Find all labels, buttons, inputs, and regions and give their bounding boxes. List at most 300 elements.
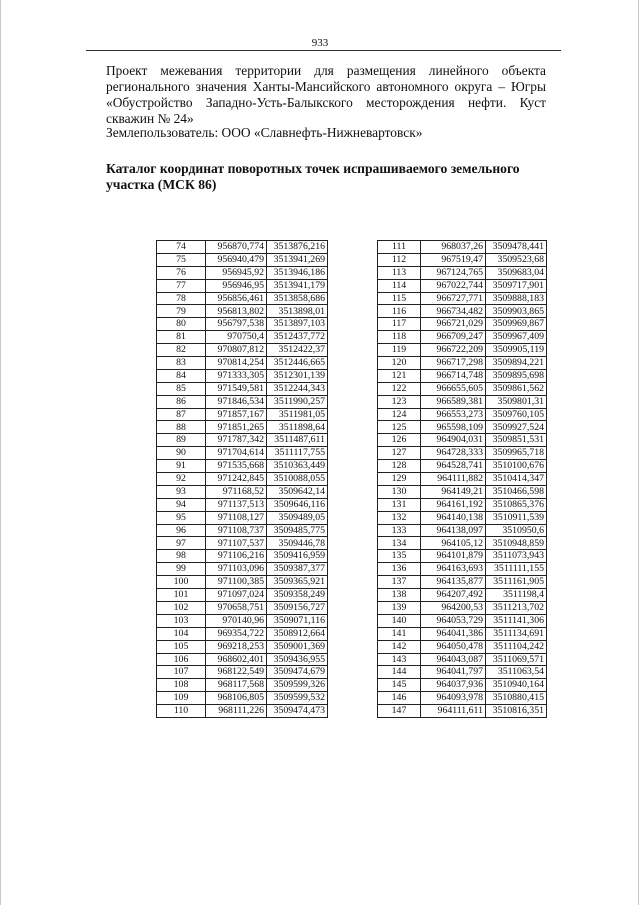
x-coordinate-cell: 964140,138: [421, 511, 486, 524]
table-row: [378, 576, 547, 589]
point-number-cell: 81: [157, 331, 206, 344]
x-coordinate-cell: 956946,95: [206, 279, 267, 292]
x-coordinate-cell: 965598,109: [421, 421, 486, 434]
x-coordinate-cell: 971097,024: [206, 589, 267, 602]
point-number-cell: 146: [378, 692, 421, 705]
y-coordinate-cell: 3509683,04: [486, 266, 547, 279]
point-number-cell: 123: [378, 395, 421, 408]
table-row: [157, 421, 328, 434]
x-coordinate-cell: 971704,614: [206, 447, 267, 460]
point-number-cell: 119: [378, 344, 421, 357]
x-coordinate-cell: 956870,774: [206, 241, 267, 254]
point-number-cell: 91: [157, 460, 206, 473]
point-number-cell: 115: [378, 292, 421, 305]
point-number-cell: 143: [378, 653, 421, 666]
x-coordinate-cell: 971535,668: [206, 460, 267, 473]
table-row: [378, 279, 547, 292]
table-row: [157, 408, 328, 421]
y-coordinate-cell: 3511898,64: [267, 421, 328, 434]
x-coordinate-cell: 966553,273: [421, 408, 486, 421]
point-number-cell: 135: [378, 550, 421, 563]
point-number-cell: 102: [157, 601, 206, 614]
table-row: [378, 511, 547, 524]
y-coordinate-cell: 3511063,54: [486, 666, 547, 679]
point-number-cell: 83: [157, 357, 206, 370]
table-row: [378, 408, 547, 421]
table-row: [157, 253, 328, 266]
point-number-cell: 132: [378, 511, 421, 524]
point-number-cell: 117: [378, 318, 421, 331]
x-coordinate-cell: 964105,12: [421, 537, 486, 550]
y-coordinate-cell: 3509969,867: [486, 318, 547, 331]
x-coordinate-cell: 970750,4: [206, 331, 267, 344]
y-coordinate-cell: 3511213,702: [486, 601, 547, 614]
point-number-cell: 116: [378, 305, 421, 318]
y-coordinate-cell: 3513941,179: [267, 279, 328, 292]
y-coordinate-cell: 3510363,449: [267, 460, 328, 473]
table-row: [378, 666, 547, 679]
y-coordinate-cell: 3510948,859: [486, 537, 547, 550]
point-number-cell: 125: [378, 421, 421, 434]
point-number-cell: 133: [378, 524, 421, 537]
y-coordinate-cell: 3509001,369: [267, 640, 328, 653]
x-coordinate-cell: 971106,216: [206, 550, 267, 563]
x-coordinate-cell: 971107,537: [206, 537, 267, 550]
table-row: [378, 524, 547, 537]
x-coordinate-cell: 956856,461: [206, 292, 267, 305]
table-row: [157, 395, 328, 408]
y-coordinate-cell: 3512244,343: [267, 382, 328, 395]
y-coordinate-cell: 3509071,116: [267, 614, 328, 627]
point-number-cell: 96: [157, 524, 206, 537]
table-row: [378, 614, 547, 627]
point-number-cell: 78: [157, 292, 206, 305]
table-row: [378, 692, 547, 705]
x-coordinate-cell: 964138,097: [421, 524, 486, 537]
table-row: [378, 241, 547, 254]
x-coordinate-cell: 966709,247: [421, 331, 486, 344]
y-coordinate-cell: 3509436,955: [267, 653, 328, 666]
table-row: [378, 266, 547, 279]
table-row: [157, 382, 328, 395]
y-coordinate-cell: 3512422,37: [267, 344, 328, 357]
x-coordinate-cell: 971100,385: [206, 576, 267, 589]
point-number-cell: 74: [157, 241, 206, 254]
x-coordinate-cell: 956813,802: [206, 305, 267, 318]
point-number-cell: 100: [157, 576, 206, 589]
point-number-cell: 139: [378, 601, 421, 614]
x-coordinate-cell: 964037,936: [421, 679, 486, 692]
table-row: [157, 279, 328, 292]
y-coordinate-cell: 3510950,6: [486, 524, 547, 537]
y-coordinate-cell: 3510414,347: [486, 473, 547, 486]
table-row: [378, 498, 547, 511]
y-coordinate-cell: 3509489,05: [267, 511, 328, 524]
x-coordinate-cell: 968602,401: [206, 653, 267, 666]
table-row: [378, 253, 547, 266]
table-row: [378, 434, 547, 447]
point-number-cell: 101: [157, 589, 206, 602]
x-coordinate-cell: 964163,693: [421, 563, 486, 576]
table-row: [157, 653, 328, 666]
x-coordinate-cell: 964111,882: [421, 473, 486, 486]
y-coordinate-cell: 3513876,216: [267, 241, 328, 254]
y-coordinate-cell: 3511981,05: [267, 408, 328, 421]
point-number-cell: 129: [378, 473, 421, 486]
point-number-cell: 136: [378, 563, 421, 576]
y-coordinate-cell: 3508912,664: [267, 627, 328, 640]
table-row: [378, 305, 547, 318]
x-coordinate-cell: 970814,254: [206, 357, 267, 370]
table-row: [378, 537, 547, 550]
x-coordinate-cell: 971857,167: [206, 408, 267, 421]
page-number: 933: [311, 37, 329, 49]
table-row: [378, 589, 547, 602]
table-row: [157, 305, 328, 318]
y-coordinate-cell: 3513897,103: [267, 318, 328, 331]
table-row: [157, 576, 328, 589]
table-row: [157, 473, 328, 486]
y-coordinate-cell: 3509642,14: [267, 485, 328, 498]
y-coordinate-cell: 3509895,698: [486, 369, 547, 382]
y-coordinate-cell: 3513858,686: [267, 292, 328, 305]
table-row: [157, 357, 328, 370]
y-coordinate-cell: 3510911,539: [486, 511, 547, 524]
x-coordinate-cell: 967022,744: [421, 279, 486, 292]
x-coordinate-cell: 956945,92: [206, 266, 267, 279]
point-number-cell: 128: [378, 460, 421, 473]
x-coordinate-cell: 964101,879: [421, 550, 486, 563]
point-number-cell: 95: [157, 511, 206, 524]
x-coordinate-cell: 969354,722: [206, 627, 267, 640]
table-row: [378, 395, 547, 408]
table-row: [157, 498, 328, 511]
table-row: [157, 550, 328, 563]
point-number-cell: 145: [378, 679, 421, 692]
point-number-cell: 93: [157, 485, 206, 498]
y-coordinate-cell: 3509365,921: [267, 576, 328, 589]
point-number-cell: 110: [157, 705, 206, 718]
x-coordinate-cell: 964041,386: [421, 627, 486, 640]
table-row: [378, 473, 547, 486]
x-coordinate-cell: 966734,482: [421, 305, 486, 318]
land-user-line: Землепользователь: ООО «Славнефть-Нижневартовск»: [106, 125, 423, 140]
x-coordinate-cell: 966722,209: [421, 344, 486, 357]
x-coordinate-cell: 964111,611: [421, 705, 486, 718]
table-row: [378, 382, 547, 395]
table-row: [378, 292, 547, 305]
x-coordinate-cell: 971108,127: [206, 511, 267, 524]
table-row: [157, 666, 328, 679]
point-number-cell: 131: [378, 498, 421, 511]
scan-edge-right: [638, 0, 639, 905]
point-number-cell: 86: [157, 395, 206, 408]
point-number-cell: 147: [378, 705, 421, 718]
coordinates-table-right: [377, 240, 547, 718]
x-coordinate-cell: 971846,534: [206, 395, 267, 408]
point-number-cell: 121: [378, 369, 421, 382]
y-coordinate-cell: 3511990,257: [267, 395, 328, 408]
x-coordinate-cell: 971168,52: [206, 485, 267, 498]
point-number-cell: 105: [157, 640, 206, 653]
y-coordinate-cell: 3510100,676: [486, 460, 547, 473]
point-number-cell: 112: [378, 253, 421, 266]
point-number-cell: 97: [157, 537, 206, 550]
y-coordinate-cell: 3511117,755: [267, 447, 328, 460]
header-rule: [86, 50, 561, 51]
x-coordinate-cell: 964050,478: [421, 640, 486, 653]
scan-edge-left: [0, 0, 1, 905]
table-row: [157, 292, 328, 305]
point-number-cell: 106: [157, 653, 206, 666]
y-coordinate-cell: 3511141,306: [486, 614, 547, 627]
point-number-cell: 85: [157, 382, 206, 395]
x-coordinate-cell: 966727,771: [421, 292, 486, 305]
y-coordinate-cell: 3509801,31: [486, 395, 547, 408]
point-number-cell: 89: [157, 434, 206, 447]
table-row: [157, 692, 328, 705]
x-coordinate-cell: 964207,492: [421, 589, 486, 602]
y-coordinate-cell: 3509523,68: [486, 253, 547, 266]
table-row: [378, 447, 547, 460]
y-coordinate-cell: 3510940,164: [486, 679, 547, 692]
x-coordinate-cell: 968037,26: [421, 241, 486, 254]
table-row: [378, 485, 547, 498]
coordinates-table-left: [156, 240, 328, 718]
table-row: [378, 563, 547, 576]
x-coordinate-cell: 971549,581: [206, 382, 267, 395]
x-coordinate-cell: 966655,605: [421, 382, 486, 395]
point-number-cell: 144: [378, 666, 421, 679]
point-number-cell: 84: [157, 369, 206, 382]
y-coordinate-cell: 3512437,772: [267, 331, 328, 344]
point-number-cell: 98: [157, 550, 206, 563]
point-number-cell: 120: [378, 357, 421, 370]
point-number-cell: 76: [157, 266, 206, 279]
x-coordinate-cell: 971787,342: [206, 434, 267, 447]
x-coordinate-cell: 968106,805: [206, 692, 267, 705]
x-coordinate-cell: 966589,381: [421, 395, 486, 408]
table-row: [157, 318, 328, 331]
table-row: [157, 447, 328, 460]
x-coordinate-cell: 964043,087: [421, 653, 486, 666]
x-coordinate-cell: 956797,538: [206, 318, 267, 331]
point-number-cell: 87: [157, 408, 206, 421]
point-number-cell: 130: [378, 485, 421, 498]
table-row: [157, 511, 328, 524]
y-coordinate-cell: 3511111,155: [486, 563, 547, 576]
table-row: [378, 679, 547, 692]
y-coordinate-cell: 3512446,665: [267, 357, 328, 370]
y-coordinate-cell: 3513941,269: [267, 253, 328, 266]
x-coordinate-cell: 964528,741: [421, 460, 486, 473]
table-row: [378, 460, 547, 473]
table-row: [378, 357, 547, 370]
x-coordinate-cell: 968111,226: [206, 705, 267, 718]
x-coordinate-cell: 964041,797: [421, 666, 486, 679]
y-coordinate-cell: 3509965,718: [486, 447, 547, 460]
point-number-cell: 77: [157, 279, 206, 292]
point-number-cell: 134: [378, 537, 421, 550]
x-coordinate-cell: 964728,333: [421, 447, 486, 460]
point-number-cell: 111: [378, 241, 421, 254]
x-coordinate-cell: 970658,751: [206, 601, 267, 614]
x-coordinate-cell: 964053,729: [421, 614, 486, 627]
x-coordinate-cell: 956940,479: [206, 253, 267, 266]
point-number-cell: 80: [157, 318, 206, 331]
document-header: [106, 63, 546, 127]
x-coordinate-cell: 970807,812: [206, 344, 267, 357]
x-coordinate-cell: 966721,029: [421, 318, 486, 331]
point-number-cell: 127: [378, 447, 421, 460]
table-row: [157, 614, 328, 627]
table-row: [378, 344, 547, 357]
y-coordinate-cell: 3509717,901: [486, 279, 547, 292]
point-number-cell: 114: [378, 279, 421, 292]
catalog-title: Каталог координат поворотных точек испрашиваемого земельного участка (МСК 86): [106, 161, 520, 192]
table-row: [378, 318, 547, 331]
table-row: [157, 241, 328, 254]
table-row: [157, 679, 328, 692]
point-number-cell: 94: [157, 498, 206, 511]
table-row: [157, 460, 328, 473]
point-number-cell: 90: [157, 447, 206, 460]
y-coordinate-cell: 3509387,377: [267, 563, 328, 576]
x-coordinate-cell: 971108,737: [206, 524, 267, 537]
y-coordinate-cell: 3511161,905: [486, 576, 547, 589]
point-number-cell: 82: [157, 344, 206, 357]
point-number-cell: 108: [157, 679, 206, 692]
y-coordinate-cell: 3509478,441: [486, 241, 547, 254]
table-row: [378, 640, 547, 653]
y-coordinate-cell: 3510088,055: [267, 473, 328, 486]
x-coordinate-cell: 971242,845: [206, 473, 267, 486]
y-coordinate-cell: 3509474,679: [267, 666, 328, 679]
y-coordinate-cell: 3509446,78: [267, 537, 328, 550]
y-coordinate-cell: 3511104,242: [486, 640, 547, 653]
x-coordinate-cell: 964149,21: [421, 485, 486, 498]
y-coordinate-cell: 3509760,105: [486, 408, 547, 421]
project-description: Проект межевания территории для размещения линейного объекта регионального значения Ханты-Мансийского автономного округа – Югры «Обустройство Западно-Усть-Балыкского месторождения нефти. Куст скважин № 24»: [106, 63, 546, 126]
y-coordinate-cell: 3513898,01: [267, 305, 328, 318]
table-row: [157, 344, 328, 357]
table-row: [378, 601, 547, 614]
point-number-cell: 103: [157, 614, 206, 627]
x-coordinate-cell: 970140,96: [206, 614, 267, 627]
table-row: [378, 331, 547, 344]
y-coordinate-cell: 3509861,562: [486, 382, 547, 395]
table-row: [378, 369, 547, 382]
point-number-cell: 140: [378, 614, 421, 627]
table-row: [157, 640, 328, 653]
y-coordinate-cell: 3510816,351: [486, 705, 547, 718]
x-coordinate-cell: 964904,031: [421, 434, 486, 447]
point-number-cell: 141: [378, 627, 421, 640]
y-coordinate-cell: 3509358,249: [267, 589, 328, 602]
x-coordinate-cell: 964135,877: [421, 576, 486, 589]
table-row: [157, 601, 328, 614]
point-number-cell: 142: [378, 640, 421, 653]
x-coordinate-cell: 971851,265: [206, 421, 267, 434]
y-coordinate-cell: 3509851,531: [486, 434, 547, 447]
x-coordinate-cell: 968117,568: [206, 679, 267, 692]
table-row: [157, 589, 328, 602]
y-coordinate-cell: 3509894,221: [486, 357, 547, 370]
y-coordinate-cell: 3513946,186: [267, 266, 328, 279]
table-row: [157, 705, 328, 718]
x-coordinate-cell: 964161,192: [421, 498, 486, 511]
table-row: [157, 369, 328, 382]
y-coordinate-cell: 3509485,775: [267, 524, 328, 537]
table-row: [157, 563, 328, 576]
y-coordinate-cell: 3512301,139: [267, 369, 328, 382]
point-number-cell: 79: [157, 305, 206, 318]
table-row: [157, 434, 328, 447]
table-row: [378, 653, 547, 666]
y-coordinate-cell: 3511487,611: [267, 434, 328, 447]
y-coordinate-cell: 3511198,4: [486, 589, 547, 602]
point-number-cell: 118: [378, 331, 421, 344]
point-number-cell: 99: [157, 563, 206, 576]
x-coordinate-cell: 971333,305: [206, 369, 267, 382]
table-row: [378, 627, 547, 640]
y-coordinate-cell: 3509903,865: [486, 305, 547, 318]
y-coordinate-cell: 3509905,119: [486, 344, 547, 357]
y-coordinate-cell: 3509599,326: [267, 679, 328, 692]
point-number-cell: 104: [157, 627, 206, 640]
point-number-cell: 109: [157, 692, 206, 705]
y-coordinate-cell: 3509967,409: [486, 331, 547, 344]
x-coordinate-cell: 968122,549: [206, 666, 267, 679]
table-row: [157, 485, 328, 498]
x-coordinate-cell: 971137,513: [206, 498, 267, 511]
x-coordinate-cell: 969218,253: [206, 640, 267, 653]
y-coordinate-cell: 3509888,183: [486, 292, 547, 305]
y-coordinate-cell: 3510466,598: [486, 485, 547, 498]
point-number-cell: 113: [378, 266, 421, 279]
table-row: [157, 331, 328, 344]
point-number-cell: 138: [378, 589, 421, 602]
point-number-cell: 126: [378, 434, 421, 447]
y-coordinate-cell: 3509474,473: [267, 705, 328, 718]
x-coordinate-cell: 967124,765: [421, 266, 486, 279]
point-number-cell: 92: [157, 473, 206, 486]
x-coordinate-cell: 966714,748: [421, 369, 486, 382]
table-row: [157, 537, 328, 550]
y-coordinate-cell: 3509646,116: [267, 498, 328, 511]
point-number-cell: 122: [378, 382, 421, 395]
y-coordinate-cell: 3510880,415: [486, 692, 547, 705]
x-coordinate-cell: 964093,978: [421, 692, 486, 705]
y-coordinate-cell: 3511134,691: [486, 627, 547, 640]
y-coordinate-cell: 3511069,571: [486, 653, 547, 666]
x-coordinate-cell: 966717,298: [421, 357, 486, 370]
table-row: [378, 550, 547, 563]
point-number-cell: 107: [157, 666, 206, 679]
table-row: [157, 627, 328, 640]
y-coordinate-cell: 3509416,959: [267, 550, 328, 563]
point-number-cell: 137: [378, 576, 421, 589]
x-coordinate-cell: 964200,53: [421, 601, 486, 614]
table-row: [378, 421, 547, 434]
point-number-cell: 88: [157, 421, 206, 434]
y-coordinate-cell: 3510865,376: [486, 498, 547, 511]
y-coordinate-cell: 3511073,943: [486, 550, 547, 563]
table-row: [378, 705, 547, 718]
x-coordinate-cell: 971103,096: [206, 563, 267, 576]
point-number-cell: 75: [157, 253, 206, 266]
x-coordinate-cell: 967519,47: [421, 253, 486, 266]
